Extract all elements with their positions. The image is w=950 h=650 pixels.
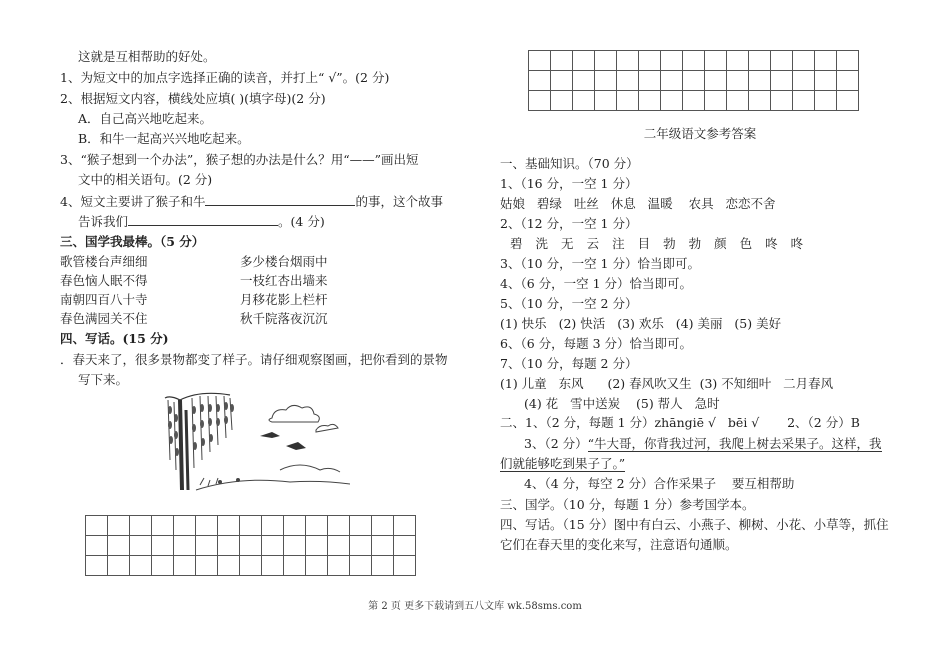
grid-cell[interactable] [306, 556, 328, 576]
poem-right-2: 一枝红杏出墙来 [240, 273, 328, 288]
question-4-line-2 [78, 213, 325, 230]
grid-cell[interactable] [727, 51, 749, 71]
poem-left-1: 歌管楼台声细细 [60, 254, 148, 269]
answer-section-4-line-2: 它们在春天里的变化来写，注意语句通顺。 [500, 537, 738, 552]
grid-cell[interactable] [617, 91, 639, 111]
answer-2-3 [524, 436, 882, 452]
answer-2-char: 云 [586, 236, 600, 251]
grid-cell[interactable] [551, 91, 573, 111]
grid-cell[interactable] [661, 91, 683, 111]
grid-cell[interactable] [771, 91, 793, 111]
swallow-icon [260, 432, 306, 450]
poem-left-4: 春色满园关不住 [60, 311, 148, 326]
grid-cell[interactable] [573, 91, 595, 111]
grid-cell[interactable] [372, 536, 394, 556]
answer-2-char: 勃 [663, 236, 676, 251]
grid-cell[interactable] [196, 516, 218, 536]
grid-cell[interactable] [86, 556, 108, 576]
answer-4: 4、（6 分，一空 1 分）恰当即可。 [500, 276, 693, 291]
grid-cell[interactable] [240, 536, 262, 556]
answer-section-1: 一、基础知识。（70 分） [500, 156, 639, 171]
question-4-line-1 [60, 193, 443, 210]
answer-2-3-quote: “牛大哥，你背我过河，我爬上树去采果子。这样，我 [587, 436, 882, 451]
grid-cell[interactable] [152, 516, 174, 536]
spring-illustration [160, 390, 350, 500]
grid-cell[interactable] [793, 51, 815, 71]
grid-cell[interactable] [529, 51, 551, 71]
flower-icon [218, 478, 240, 484]
grid-cell[interactable] [661, 71, 683, 91]
answer-2: 2、（12 分，一空 1 分） [500, 216, 638, 231]
grid-cell[interactable] [152, 536, 174, 556]
grid-cell[interactable] [749, 51, 771, 71]
answer-2-char: 洗 [535, 236, 549, 251]
grid-cell[interactable] [394, 556, 416, 576]
grid-cell[interactable] [727, 71, 749, 91]
grid-cell[interactable] [306, 536, 328, 556]
grid-cell[interactable] [240, 556, 262, 576]
grid-cell[interactable] [108, 536, 130, 556]
grid-cell[interactable] [108, 556, 130, 576]
grid-cell[interactable] [683, 71, 705, 91]
question-3-line-1: 3、“猴子想到一个办法”，猴子想的办法是什么？用“——”画出短 [60, 152, 419, 167]
grid-cell[interactable] [793, 71, 815, 91]
grid-cell[interactable] [394, 516, 416, 536]
answer-2-chars [510, 236, 816, 252]
grid-cell[interactable] [683, 51, 705, 71]
answer-2-3-label: 3、（2 分） [524, 436, 588, 451]
section-4-title: 四、写话。(15 分) [60, 331, 169, 346]
answer-2-char: 色 [739, 236, 753, 251]
answer-2-char: 无 [561, 236, 574, 251]
grid-cell[interactable] [749, 91, 771, 111]
answer-6: 6、（6 分，每题 3 分）恰当即可。 [500, 336, 693, 351]
question-3-line-2: 文中的相关语句。(2 分) [78, 172, 213, 187]
answer-section-2: 二、1、（2 分，每题 1 分）zhāngiē √ bēi √ 2、（2 分）B [500, 415, 860, 430]
answer-key-title: 二年级语文参考答案 [643, 126, 757, 141]
poem-right-3: 月移花影上栏杆 [240, 292, 328, 307]
answer-2-3-quote-2: 们就能够吃到果子了。” [500, 456, 626, 471]
grid-cell[interactable] [551, 51, 573, 71]
question-4-suffix: 的事，这个故事 [355, 194, 443, 209]
answer-7: 7、（10 分，每题 2 分） [500, 356, 638, 371]
grid-cell[interactable] [108, 516, 130, 536]
grid-cell[interactable] [262, 516, 284, 536]
grid-cell[interactable] [837, 91, 859, 111]
grid-cell[interactable] [639, 91, 661, 111]
grid-cell[interactable] [174, 556, 196, 576]
grid-cell[interactable] [372, 516, 394, 536]
answer-2-4: 4、（4 分，每空 2 分）合作采果子 要互相帮助 [524, 476, 795, 491]
grid-cell[interactable] [705, 91, 727, 111]
grid-cell[interactable] [837, 51, 859, 71]
grid-cell[interactable] [328, 516, 350, 536]
grid-cell[interactable] [328, 536, 350, 556]
grid-cell[interactable] [174, 536, 196, 556]
grid-cell[interactable] [705, 51, 727, 71]
writing-grid-bottom [85, 515, 416, 576]
grid-cell[interactable] [815, 71, 837, 91]
answer-section-4-line-1: 四、写话。（15 分）图中有白云、小燕子、柳树、小花、小草等，抓住 [500, 517, 889, 532]
cloud-icon [269, 405, 338, 432]
grid-cell[interactable] [595, 71, 617, 91]
grid-cell[interactable] [350, 516, 372, 536]
grid-cell[interactable] [262, 556, 284, 576]
grid-cell[interactable] [573, 71, 595, 91]
grid-cell[interactable] [328, 556, 350, 576]
grid-cell[interactable] [617, 51, 639, 71]
grid-cell[interactable] [130, 556, 152, 576]
answer-7-line-1: (1) 儿童 东风 (2) 春风吹又生 (3) 不知细叶 二月春风 [500, 376, 834, 391]
answer-2-char: 目 [637, 236, 651, 251]
question-4-prefix: 4、短文主要讲了猴子和牛 [60, 194, 206, 209]
grid-cell[interactable] [529, 91, 551, 111]
grid-cell[interactable] [749, 71, 771, 91]
grid-cell[interactable] [815, 51, 837, 71]
grid-cell[interactable] [284, 536, 306, 556]
poem-left-2: 春色恼人眠不得 [60, 273, 148, 288]
option-a: A．自己高兴地吃起来。 [78, 111, 213, 126]
willow-tree-icon [165, 393, 234, 490]
grid-cell[interactable] [617, 71, 639, 91]
grid-cell[interactable] [551, 71, 573, 91]
poem-left-3: 南朝四百八十寺 [60, 292, 148, 307]
section-3-title: 三、国学我最棒。（5 分） [60, 234, 205, 249]
grid-cell[interactable] [771, 51, 793, 71]
grid-cell[interactable] [661, 51, 683, 71]
question-4-prefix-2: 告诉我们 [78, 214, 129, 229]
grid-cell[interactable] [174, 516, 196, 536]
answer-7-line-2: (4) 花 雪中送炭 (5) 帮人 急时 [524, 396, 720, 411]
answer-2-char: 碧 [510, 236, 523, 251]
answer-blank-2[interactable] [128, 213, 278, 226]
poem-right-1: 多少楼台烟雨中 [240, 254, 328, 269]
section-4-prompt-1: ．春天来了，很多景物都变了样子。请仔细观察图画，把你看到的景物 [60, 352, 448, 367]
answer-2-char: 咚 [765, 236, 778, 251]
grid-cell[interactable] [372, 556, 394, 576]
grid-cell[interactable] [394, 536, 416, 556]
grid-cell[interactable] [771, 71, 793, 91]
grid-cell[interactable] [262, 536, 284, 556]
answer-3: 3、（10 分，一空 1 分）恰当即可。 [500, 256, 700, 271]
answer-5-items: (1) 快乐 (2) 快活 (3) 欢乐 (4) 美丽 (5) 美好 [500, 316, 782, 331]
grid-cell[interactable] [683, 91, 705, 111]
grid-cell[interactable] [284, 556, 306, 576]
poem-right-4: 秋千院落夜沉沉 [240, 311, 328, 326]
grid-cell[interactable] [727, 91, 749, 111]
grid-cell[interactable] [240, 516, 262, 536]
grid-cell[interactable] [837, 71, 859, 91]
grid-cell[interactable] [218, 536, 240, 556]
grid-cell[interactable] [595, 91, 617, 111]
answer-2-char: 勃 [688, 236, 702, 251]
answer-2-char: 颜 [714, 236, 727, 251]
question-1: 1、为短文中的加点字选择正确的读音，并打上“ √”。(2 分) [60, 70, 390, 85]
intro-text: 这就是互相帮助的好处。 [78, 49, 216, 64]
grid-cell[interactable] [86, 516, 108, 536]
grid-cell[interactable] [218, 556, 240, 576]
grid-cell[interactable] [284, 516, 306, 536]
page-footer: 第 2 页 更多下载请到五八文库 wk.58sms.com [368, 601, 582, 612]
answer-2-3-cont [500, 456, 625, 472]
grid-cell[interactable] [595, 51, 617, 71]
answer-1-words: 姑娘 碧绿 吐丝 休息 温暖 农具 恋恋不舍 [500, 196, 776, 211]
question-4-suffix-2: 。(4 分) [278, 214, 325, 229]
grid-cell[interactable] [196, 556, 218, 576]
grid-cell[interactable] [306, 516, 328, 536]
grid-cell[interactable] [815, 91, 837, 111]
grid-cell[interactable] [130, 516, 152, 536]
section-4-prompt-2: 写下来。 [78, 372, 129, 387]
question-2: 2、根据短文内容，横线处应填( )(填字母)(2 分) [60, 91, 326, 106]
grid-cell[interactable] [218, 516, 240, 536]
answer-2-char: 咚 [790, 236, 804, 251]
answer-5: 5、（10 分，一空 2 分） [500, 296, 638, 311]
answer-2-char: 注 [612, 236, 625, 251]
option-b: B．和牛一起高兴兴地吃起来。 [78, 131, 250, 146]
grid-cell[interactable] [130, 536, 152, 556]
grid-cell[interactable] [529, 71, 551, 91]
grid-cell[interactable] [573, 51, 595, 71]
grid-cell[interactable] [350, 536, 372, 556]
grid-cell[interactable] [152, 556, 174, 576]
grid-cell[interactable] [639, 71, 661, 91]
grid-cell[interactable] [793, 91, 815, 111]
ground-hill-icon [196, 465, 350, 490]
grid-cell[interactable] [705, 71, 727, 91]
grid-cell[interactable] [350, 556, 372, 576]
answer-1: 1、（16 分，一空 1 分） [500, 176, 638, 191]
grid-cell[interactable] [196, 536, 218, 556]
grid-cell[interactable] [639, 51, 661, 71]
answer-section-3: 三、国学。（10 分，每题 1 分）参考国学本。 [500, 497, 755, 512]
grid-cell[interactable] [86, 536, 108, 556]
writing-grid-top [528, 50, 859, 111]
answer-blank[interactable] [205, 193, 355, 206]
